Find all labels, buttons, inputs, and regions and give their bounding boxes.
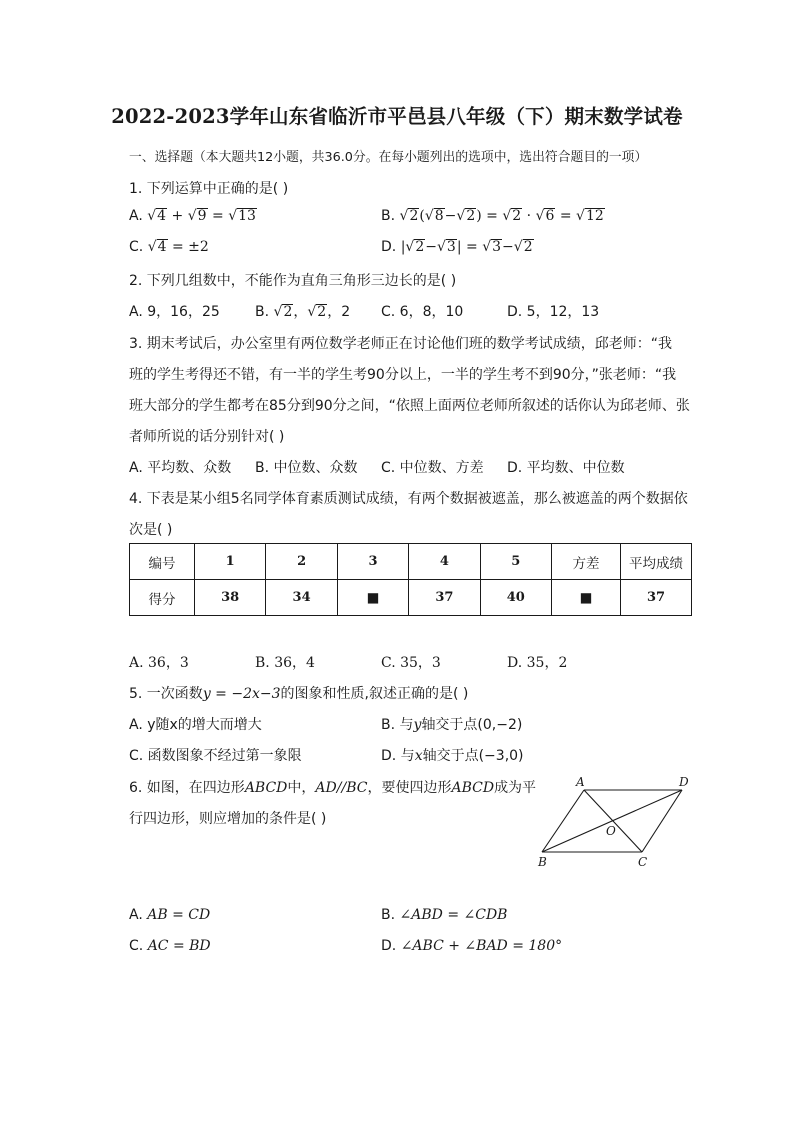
q3-option-d[interactable]: D. 平均数、中位数 [507,460,625,476]
q5-option-c[interactable]: C. 函数图象不经过第一象限 [129,748,302,764]
q6-option-d[interactable]: D. ∠ABC + ∠BAD = 180° [381,938,563,954]
figure-label-d: D [679,775,689,789]
figure-label-a: A [576,775,585,789]
parallelogram-figure [532,772,697,872]
q3-line-3: 班大部分的学生都考在85分到90分之间，“依照上面两位老师所叙述的话你认为邱老师、张 [129,398,690,414]
q4-line-2: 次是( ) [129,522,173,538]
q1-stem: 1. 下列运算中正确的是( ) [129,181,289,197]
figure-label-b: B [538,855,547,869]
q4-option-a[interactable]: A. 36，3 [129,655,189,671]
table-cell: 34 [266,580,337,616]
table-cell: 编号 [130,544,195,580]
page-title: 2022-2023学年山东省临沂市平邑县八年级（下）期末数学试卷 [111,105,683,128]
table-cell: 方差 [552,544,621,580]
q6-line-2: 行四边形，则应增加的条件是( ) [129,811,327,827]
q1-option-d[interactable]: D. |√2−√3| = √3−√2 [381,239,533,255]
q3-line-4: 者师所说的话分别针对( ) [129,429,285,445]
table-cell: 37 [409,580,480,616]
table-cell: 3 [337,544,408,580]
table-cell: 5 [480,544,551,580]
q4-option-b[interactable]: B. 36，4 [255,655,315,671]
table-cell: 38 [195,580,266,616]
q4-option-d[interactable]: D. 35，2 [507,655,568,671]
table-cell: 4 [409,544,480,580]
q1-option-c[interactable]: C. √4 = ±2 [129,239,209,255]
table-cell: 1 [195,544,266,580]
table-row [130,580,692,616]
q2-option-c[interactable]: C. 6，8，10 [381,304,464,320]
q5-option-b[interactable]: B. 与y轴交于点(0,−2) [381,717,523,733]
figure-label-c: C [638,855,648,869]
q3-option-b[interactable]: B. 中位数、众数 [255,460,358,476]
masked-cell: ■ [552,580,621,616]
q5-formula: y = −2x−3 [202,686,281,702]
q6-line-1: 6. 如图，在四边形ABCD中，AD//BC，要使四边形ABCD成为平 [129,780,537,796]
q5-option-d[interactable]: D. 与x轴交于点(−3,0) [381,748,524,764]
q5-stem: 5. 一次函数y = −2x−3的图象和性质,叙述正确的是( ) [129,686,469,702]
q4-line-1: 4. 下表是某小组5名同学体育素质测试成绩，有两个数据被遮盖，那么被遮盖的两个数据依 [129,491,688,507]
q3-line-1: 3. 期末考试后，办公室里有两位数学老师正在讨论他们班的数学考试成绩，邱老师：“我 [129,336,673,352]
q3-line-2: 班的学生考得还不错，有一半的学生考90分以上，一半的学生考不到90分，”张老师：“我 [129,367,677,383]
table-cell: 2 [266,544,337,580]
q1-option-b[interactable]: B. √2(√8−√2) = √2 · √6 = √12 [381,208,604,224]
table-cell: 37 [621,580,692,616]
table-cell: 40 [480,580,551,616]
q6-option-b[interactable]: B. ∠ABD = ∠CDB [381,907,508,923]
section-heading: 一、选择题（本大题共12小题，共36.0分。在每小题列出的选项中，选出符合题目的一项） [129,150,648,165]
scores-table [129,543,692,616]
q2-option-d[interactable]: D. 5，12，13 [507,304,600,320]
q6-option-c[interactable]: C. AC = BD [129,938,211,954]
q3-option-c[interactable]: C. 中位数、方差 [381,460,484,476]
q2-stem: 2. 下列几组数中，不能作为直角三角形三边长的是( ) [129,273,457,289]
table-header-row [130,544,692,580]
table-cell: 得分 [130,580,195,616]
q2-option-a[interactable]: A. 9，16，25 [129,304,220,320]
table-cell: 平均成绩 [621,544,692,580]
q3-option-a[interactable]: A. 平均数、众数 [129,460,232,476]
q1-option-a[interactable]: A. √4 + √9 = √13 [129,208,256,224]
q5-option-a[interactable]: A. y随x的增大而增大 [129,717,262,733]
q2-option-b[interactable]: B. √2，√2，2 [255,304,351,320]
q4-option-c[interactable]: C. 35，3 [381,655,441,671]
masked-cell: ■ [337,580,408,616]
q6-option-a[interactable]: A. AB = CD [129,907,211,923]
figure-label-o: O [606,824,616,838]
